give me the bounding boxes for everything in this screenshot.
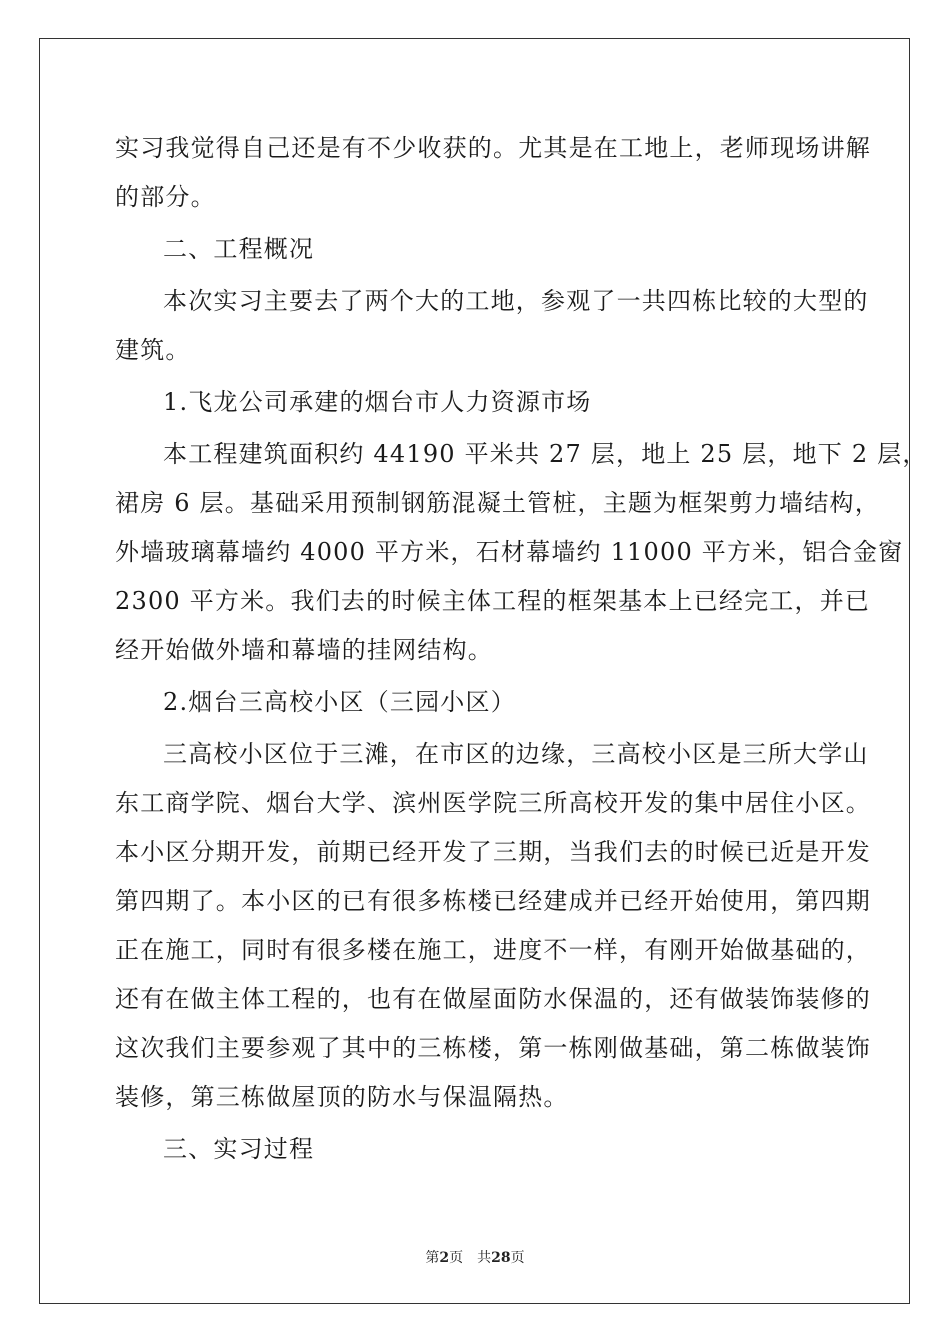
text-line: 还有在做主体工程的，也有在做屋面防水保温的，还有做装饰装修的 [115,985,871,1013]
section-heading: 三、实习过程 [163,1135,315,1163]
text-line: 外墙玻璃幕墙约 4000 平方米，石材幕墙约 11000 平方米，铝合金窗 [115,538,904,566]
text-line: 的部分。 [115,183,216,211]
text-line: 第四期了。本小区的已有很多栋楼已经建成并已经开始使用，第四期 [115,887,871,915]
page-suffix: 页 [449,1250,464,1266]
text-line: 裙房 6 层。基础采用预制钢筋混凝土管桩，主题为框架剪力墙结构， [115,489,880,517]
text-line: 本次实习主要去了两个大的工地，参观了一共四栋比较的大型的 [163,287,869,315]
text-line: 2300 平方米。我们去的时候主体工程的框架基本上已经完工，并已 [115,587,871,615]
page-total: 28 [491,1250,511,1266]
section-heading: 二、工程概况 [163,235,315,263]
text-line: 本工程建筑面积约 44190 平米共 27 层，地上 25 层，地下 2 层， [163,440,928,468]
text-line: 本小区分期开发，前期已经开发了三期，当我们去的时候已近是开发 [115,838,871,866]
text-line: 这次我们主要参观了其中的三栋楼，第一栋刚做基础，第二栋做装饰 [115,1034,871,1062]
page-footer [0,1247,950,1267]
text-line: 经开始做外墙和幕墙的挂网结构。 [115,636,493,664]
document-body [115,124,928,1174]
text-line: 三高校小区位于三滩，在市区的边缘，三高校小区是三所大学山 [163,740,869,768]
page-current: 2 [439,1250,450,1266]
subsection-heading: 1.飞龙公司承建的烟台市人力资源市场 [163,388,592,416]
text-line: 建筑。 [115,336,191,364]
text-line: 东工商学院、烟台大学、滨州医学院三所高校开发的集中居住小区。 [115,789,871,817]
text-line: 装修，第三栋做屋顶的防水与保温隔热。 [115,1083,569,1111]
page-prefix: 第 [425,1250,440,1266]
subsection-heading: 2.烟台三高校小区（三园小区） [163,688,516,716]
total-prefix: 共 [477,1250,492,1266]
text-line: 正在施工，同时有很多楼在施工，进度不一样，有刚开始做基础的， [115,936,871,964]
total-suffix: 页 [510,1250,525,1266]
text-line: 实习我觉得自己还是有不少收获的。尤其是在工地上，老师现场讲解 [115,134,871,162]
